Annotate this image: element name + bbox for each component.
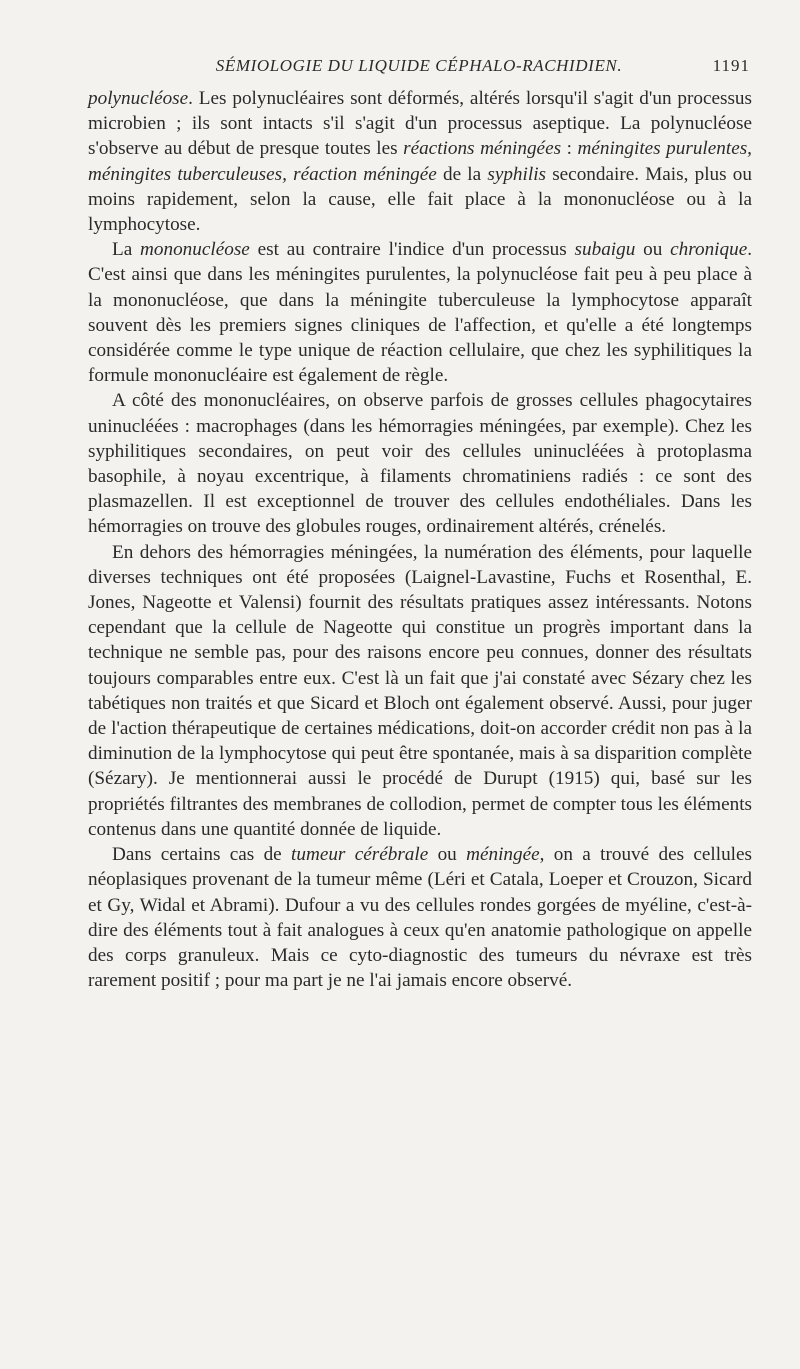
text-run: de la xyxy=(436,163,488,185)
italic-run: réactions méningées xyxy=(403,138,562,160)
body-text xyxy=(88,86,752,993)
italic-run: chronique xyxy=(670,239,748,261)
italic-run: méningée xyxy=(466,844,540,866)
paragraph xyxy=(88,540,752,842)
text-run: . Les polynucléaires sont déformés, altérés lorsqu'il s'agit d'un processus microbien ; ils sont intacts s'il s'agit d'un processus aseptique. La polynucléose s'observe au début de presque toutes les xyxy=(88,88,752,160)
italic-run: syphilis xyxy=(487,163,546,185)
text-run: Dans certains cas de xyxy=(112,844,292,866)
text-run: . C'est ainsi que dans les méningites purulentes, la polynucléose fait peu à peu place à la mononucléose, que dans la méningite tuberculeuse la lymphocytose apparaît souvent dès les premiers signes cliniques de l'affection, et qu'elle a été longtemps considérée comme le type unique de réaction cellulaire, que chez les syphilitiques la formule mononucléaire est également de règle. xyxy=(88,239,753,387)
text-run: ou xyxy=(635,239,671,261)
paragraph xyxy=(88,86,752,237)
italic-run: méningites purulentes, méningites tuberculeuses, réaction méningée xyxy=(88,138,752,185)
running-head xyxy=(88,50,750,80)
text-run: : xyxy=(561,138,578,160)
text-run: est au contraire l'indice d'un processus xyxy=(249,239,575,261)
page-number: 1191 xyxy=(712,56,750,75)
text-run: , on a trouvé des cellules néoplasiques provenant de la tumeur même (Léri et Catala, Loeper et Crouzon, Sicard et Gy, Widal et Abrami). Dufour a vu des cellules rondes gorgées de myéline, c'est-à-dire des éléments tout à fait analogues à ceux qu'en anatomie pathologique on appelle des corps granuleux. Mais ce cyto-diagnostic des tumeurs du névraxe est très rarement positif ; pour ma part je ne l'ai jamais encore observé. xyxy=(88,844,752,992)
text-run: En dehors des hémorragies méningées, la numération des éléments, pour laquelle diverses techniques ont été proposées (Laignel-Lavastine, Fuchs et Rosenthal, E. Jones, Nageotte et Valensi) fournit des résultats pratiques assez intéressants. Notons cependant que la cellule de Nageotte qui constitue un progrès important dans la technique ne semble pas, pour des raisons encore peu connues, donner des résultats toujours comparables entre eux. C'est là un fait que j'ai constaté avec Sézary chez les tabétiques non traités et que Sicard et Bloch ont également observé. Aussi, pour juger de l'action thérapeutique de certaines médications, doit-on accorder crédit non pas à la diminution de la lymphocytose qui peut être spontanée, mais à sa disparition complète (Sézary). Je mentionnerai aussi le procédé de Durupt (1915) qui, basé sur les propriétés filtrantes des membranes de collodion, permet de compter tous les éléments contenus dans une quantité donnée de liquide. xyxy=(88,541,752,840)
text-run: ou xyxy=(428,844,467,866)
italic-run: tumeur cérébrale xyxy=(291,844,429,866)
text-run: secondaire. Mais, plus ou moins rapidement, selon la cause, elle fait place à la mononucléose ou à la lymphocytose. xyxy=(88,163,752,236)
italic-run: mononucléose xyxy=(140,239,250,261)
italic-run: subaigu xyxy=(574,239,636,261)
paragraph xyxy=(88,842,752,993)
italic-run: polynucléose xyxy=(88,88,189,109)
paragraph xyxy=(88,237,752,388)
running-title: SÉMIOLOGIE DU LIQUIDE CÉPHALO-RACHIDIEN. xyxy=(215,56,623,75)
text-run: A côté des mononucléaires, on observe parfois de grosses cellules phagocytaires uninucléées : macrophages (dans les hémorragies méningées, par exemple). Chez les syphilitiques secondaires, on peut voir des cellules uninucléées à protoplasma basophile, à noyau excentrique, à filaments chromatiniens radiés : ce sont des plasmazellen. Il est exceptionnel de trouver des cellules endothéliales. Dans les hémorragies on trouve des globules rouges, ordinairement altérés, crénelés. xyxy=(88,390,752,538)
text-run: La xyxy=(112,239,141,261)
paragraph xyxy=(88,388,752,539)
